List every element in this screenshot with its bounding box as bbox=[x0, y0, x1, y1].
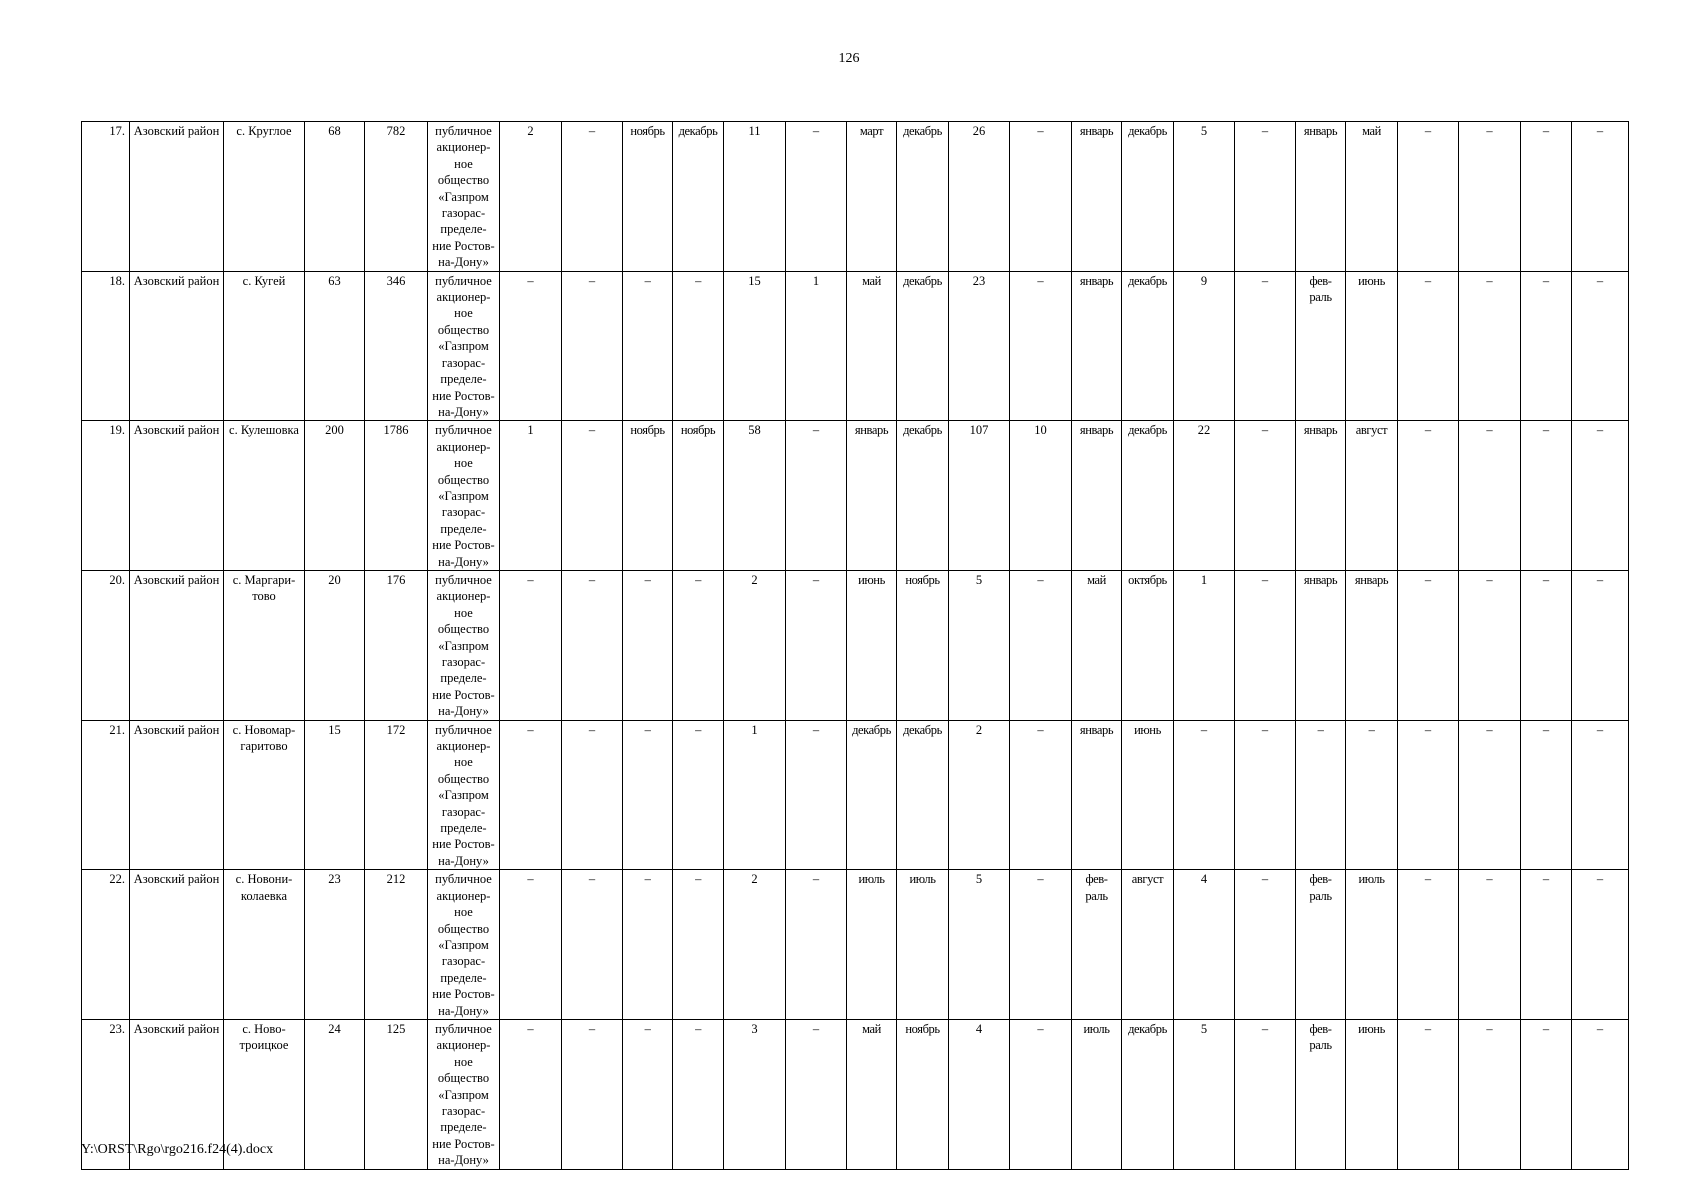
cell-c20: – bbox=[1235, 570, 1296, 720]
cell-district: Азовский район bbox=[130, 1019, 224, 1169]
cell-c10: – bbox=[673, 870, 724, 1020]
cell-c21: – bbox=[1296, 720, 1346, 870]
cell-c23: – bbox=[1398, 421, 1459, 571]
cell-c19: 5 bbox=[1174, 122, 1235, 272]
cell-c5: 125 bbox=[365, 1019, 428, 1169]
cell-c22: январь bbox=[1346, 570, 1398, 720]
cell-c26: – bbox=[1572, 1019, 1629, 1169]
cell-c9: – bbox=[623, 271, 673, 421]
cell-c22: август bbox=[1346, 421, 1398, 571]
cell-c13: май bbox=[847, 1019, 897, 1169]
cell-c19: 4 bbox=[1174, 870, 1235, 1020]
cell-c15: 26 bbox=[949, 122, 1010, 272]
cell-c20: – bbox=[1235, 421, 1296, 571]
cell-c21: фев- раль bbox=[1296, 271, 1346, 421]
cell-c8: – bbox=[562, 1019, 623, 1169]
cell-org: публичное акционер- ное общество «Газпром газорас- пределе- ние Ростов- на-Дону» bbox=[428, 570, 500, 720]
cell-c5: 212 bbox=[365, 870, 428, 1020]
cell-c4: 20 bbox=[305, 570, 365, 720]
cell-c13: январь bbox=[847, 421, 897, 571]
cell-c15: 5 bbox=[949, 870, 1010, 1020]
cell-c26: – bbox=[1572, 421, 1629, 571]
cell-c13: март bbox=[847, 122, 897, 272]
cell-district: Азовский район bbox=[130, 271, 224, 421]
cell-c4: 15 bbox=[305, 720, 365, 870]
cell-c11: 15 bbox=[724, 271, 786, 421]
cell-num: 17. bbox=[82, 122, 130, 272]
cell-c7: – bbox=[500, 870, 562, 1020]
cell-c10: – bbox=[673, 570, 724, 720]
cell-district: Азовский район bbox=[130, 421, 224, 571]
cell-c8: – bbox=[562, 122, 623, 272]
cell-org: публичное акционер- ное общество «Газпром газорас- пределе- ние Ростов- на-Дону» bbox=[428, 870, 500, 1020]
table-row bbox=[82, 421, 1629, 571]
cell-district: Азовский район bbox=[130, 570, 224, 720]
cell-c13: июнь bbox=[847, 570, 897, 720]
cell-c12: – bbox=[786, 570, 847, 720]
cell-c16: – bbox=[1010, 720, 1072, 870]
cell-c7: – bbox=[500, 720, 562, 870]
cell-c4: 23 bbox=[305, 870, 365, 1020]
cell-c17: январь bbox=[1072, 421, 1122, 571]
cell-c7: 1 bbox=[500, 421, 562, 571]
cell-c21: январь bbox=[1296, 122, 1346, 272]
cell-c7: – bbox=[500, 570, 562, 720]
cell-settlement: с. Кугей bbox=[224, 271, 305, 421]
cell-settlement: с. Круглое bbox=[224, 122, 305, 272]
cell-c10: – bbox=[673, 1019, 724, 1169]
cell-c18: декабрь bbox=[1122, 1019, 1174, 1169]
cell-c5: 1786 bbox=[365, 421, 428, 571]
cell-num: 23. bbox=[82, 1019, 130, 1169]
cell-c11: 2 bbox=[724, 870, 786, 1020]
cell-c17: фев- раль bbox=[1072, 870, 1122, 1020]
cell-c20: – bbox=[1235, 720, 1296, 870]
cell-c18: октябрь bbox=[1122, 570, 1174, 720]
cell-c24: – bbox=[1459, 122, 1521, 272]
cell-c15: 5 bbox=[949, 570, 1010, 720]
cell-district: Азовский район bbox=[130, 122, 224, 272]
cell-c16: – bbox=[1010, 570, 1072, 720]
cell-c25: – bbox=[1521, 271, 1572, 421]
cell-c14: декабрь bbox=[897, 271, 949, 421]
cell-c23: – bbox=[1398, 570, 1459, 720]
cell-c4: 63 bbox=[305, 271, 365, 421]
cell-c18: август bbox=[1122, 870, 1174, 1020]
cell-c15: 2 bbox=[949, 720, 1010, 870]
cell-c17: январь bbox=[1072, 122, 1122, 272]
cell-c22: – bbox=[1346, 720, 1398, 870]
cell-c9: – bbox=[623, 570, 673, 720]
cell-c14: ноябрь bbox=[897, 1019, 949, 1169]
cell-c7: 2 bbox=[500, 122, 562, 272]
cell-c12: – bbox=[786, 870, 847, 1020]
cell-org: публичное акционер- ное общество «Газпром газорас- пределе- ние Ростов- на-Дону» bbox=[428, 421, 500, 571]
cell-c14: декабрь bbox=[897, 122, 949, 272]
table-body bbox=[82, 122, 1629, 1170]
cell-c26: – bbox=[1572, 122, 1629, 272]
cell-c25: – bbox=[1521, 570, 1572, 720]
cell-c26: – bbox=[1572, 271, 1629, 421]
cell-c4: 24 bbox=[305, 1019, 365, 1169]
cell-c5: 172 bbox=[365, 720, 428, 870]
cell-c20: – bbox=[1235, 870, 1296, 1020]
cell-c16: – bbox=[1010, 870, 1072, 1020]
cell-num: 19. bbox=[82, 421, 130, 571]
cell-c26: – bbox=[1572, 720, 1629, 870]
cell-c12: – bbox=[786, 720, 847, 870]
cell-c5: 346 bbox=[365, 271, 428, 421]
cell-c12: – bbox=[786, 1019, 847, 1169]
cell-c8: – bbox=[562, 720, 623, 870]
cell-c11: 58 bbox=[724, 421, 786, 571]
cell-c25: – bbox=[1521, 720, 1572, 870]
cell-c8: – bbox=[562, 271, 623, 421]
cell-district: Азовский район bbox=[130, 720, 224, 870]
cell-c21: фев- раль bbox=[1296, 1019, 1346, 1169]
cell-num: 18. bbox=[82, 271, 130, 421]
cell-c18: декабрь bbox=[1122, 421, 1174, 571]
cell-c23: – bbox=[1398, 870, 1459, 1020]
cell-c8: – bbox=[562, 421, 623, 571]
cell-c11: 2 bbox=[724, 570, 786, 720]
cell-c15: 23 bbox=[949, 271, 1010, 421]
cell-c19: 22 bbox=[1174, 421, 1235, 571]
cell-c25: – bbox=[1521, 122, 1572, 272]
cell-c19: 5 bbox=[1174, 1019, 1235, 1169]
cell-c8: – bbox=[562, 570, 623, 720]
table-row bbox=[82, 870, 1629, 1020]
cell-org: публичное акционер- ное общество «Газпром газорас- пределе- ние Ростов- на-Дону» bbox=[428, 720, 500, 870]
cell-c24: – bbox=[1459, 1019, 1521, 1169]
cell-c8: – bbox=[562, 870, 623, 1020]
cell-org: публичное акционер- ное общество «Газпром газорас- пределе- ние Ростов- на-Дону» bbox=[428, 271, 500, 421]
cell-c22: май bbox=[1346, 122, 1398, 272]
cell-c23: – bbox=[1398, 720, 1459, 870]
cell-c15: 107 bbox=[949, 421, 1010, 571]
page-number: 126 bbox=[838, 51, 860, 66]
cell-settlement: с. Новомар- гаритово bbox=[224, 720, 305, 870]
cell-c12: 1 bbox=[786, 271, 847, 421]
cell-c14: декабрь bbox=[897, 421, 949, 571]
cell-c12: – bbox=[786, 122, 847, 272]
cell-c25: – bbox=[1521, 870, 1572, 1020]
cell-c23: – bbox=[1398, 1019, 1459, 1169]
cell-c22: июнь bbox=[1346, 271, 1398, 421]
cell-c14: июль bbox=[897, 870, 949, 1020]
cell-c7: – bbox=[500, 1019, 562, 1169]
cell-c9: ноябрь bbox=[623, 122, 673, 272]
cell-c21: январь bbox=[1296, 570, 1346, 720]
cell-c24: – bbox=[1459, 720, 1521, 870]
table-row bbox=[82, 1019, 1629, 1169]
cell-c18: декабрь bbox=[1122, 271, 1174, 421]
table-row bbox=[82, 720, 1629, 870]
cell-c16: – bbox=[1010, 271, 1072, 421]
cell-c24: – bbox=[1459, 421, 1521, 571]
cell-c12: – bbox=[786, 421, 847, 571]
cell-c14: ноябрь bbox=[897, 570, 949, 720]
cell-settlement: с. Ново- троицкое bbox=[224, 1019, 305, 1169]
cell-c17: июль bbox=[1072, 1019, 1122, 1169]
footer-file-path: Y:\ORST\Rgo\rgo216.f24(4).docx bbox=[81, 1142, 274, 1157]
cell-c21: январь bbox=[1296, 421, 1346, 571]
cell-settlement: с. Новони- колаевка bbox=[224, 870, 305, 1020]
cell-c11: 3 bbox=[724, 1019, 786, 1169]
cell-c23: – bbox=[1398, 271, 1459, 421]
cell-num: 21. bbox=[82, 720, 130, 870]
gasification-table bbox=[81, 121, 1629, 1170]
cell-c25: – bbox=[1521, 421, 1572, 571]
cell-c13: май bbox=[847, 271, 897, 421]
cell-c16: 10 bbox=[1010, 421, 1072, 571]
cell-settlement: с. Маргари- тово bbox=[224, 570, 305, 720]
cell-c13: декабрь bbox=[847, 720, 897, 870]
cell-c24: – bbox=[1459, 271, 1521, 421]
cell-c18: июнь bbox=[1122, 720, 1174, 870]
cell-num: 20. bbox=[82, 570, 130, 720]
cell-c4: 68 bbox=[305, 122, 365, 272]
cell-num: 22. bbox=[82, 870, 130, 1020]
cell-c10: – bbox=[673, 271, 724, 421]
cell-c16: – bbox=[1010, 122, 1072, 272]
cell-c20: – bbox=[1235, 271, 1296, 421]
cell-c17: январь bbox=[1072, 271, 1122, 421]
cell-c11: 11 bbox=[724, 122, 786, 272]
table-row bbox=[82, 271, 1629, 421]
cell-district: Азовский район bbox=[130, 870, 224, 1020]
cell-c5: 782 bbox=[365, 122, 428, 272]
cell-c11: 1 bbox=[724, 720, 786, 870]
cell-c9: ноябрь bbox=[623, 421, 673, 571]
cell-c5: 176 bbox=[365, 570, 428, 720]
cell-c10: ноябрь bbox=[673, 421, 724, 571]
cell-c14: декабрь bbox=[897, 720, 949, 870]
cell-c16: – bbox=[1010, 1019, 1072, 1169]
cell-org: публичное акционер- ное общество «Газпром газорас- пределе- ние Ростов- на-Дону» bbox=[428, 1019, 500, 1169]
cell-c13: июль bbox=[847, 870, 897, 1020]
cell-c22: июль bbox=[1346, 870, 1398, 1020]
cell-c9: – bbox=[623, 1019, 673, 1169]
cell-c9: – bbox=[623, 870, 673, 1020]
table-row bbox=[82, 122, 1629, 272]
cell-c17: май bbox=[1072, 570, 1122, 720]
cell-org: публичное акционер- ное общество «Газпром газорас- пределе- ние Ростов- на-Дону» bbox=[428, 122, 500, 272]
cell-c15: 4 bbox=[949, 1019, 1010, 1169]
cell-c10: – bbox=[673, 720, 724, 870]
cell-c22: июнь bbox=[1346, 1019, 1398, 1169]
cell-c4: 200 bbox=[305, 421, 365, 571]
cell-c10: декабрь bbox=[673, 122, 724, 272]
cell-c26: – bbox=[1572, 870, 1629, 1020]
cell-c25: – bbox=[1521, 1019, 1572, 1169]
cell-c18: декабрь bbox=[1122, 122, 1174, 272]
cell-c21: фев- раль bbox=[1296, 870, 1346, 1020]
cell-c17: январь bbox=[1072, 720, 1122, 870]
cell-c19: 1 bbox=[1174, 570, 1235, 720]
cell-c23: – bbox=[1398, 122, 1459, 272]
cell-c19: 9 bbox=[1174, 271, 1235, 421]
cell-c9: – bbox=[623, 720, 673, 870]
cell-settlement: с. Кулешовка bbox=[224, 421, 305, 571]
cell-c20: – bbox=[1235, 1019, 1296, 1169]
cell-c20: – bbox=[1235, 122, 1296, 272]
cell-c26: – bbox=[1572, 570, 1629, 720]
cell-c24: – bbox=[1459, 870, 1521, 1020]
cell-c7: – bbox=[500, 271, 562, 421]
table-row bbox=[82, 570, 1629, 720]
cell-c24: – bbox=[1459, 570, 1521, 720]
cell-c19: – bbox=[1174, 720, 1235, 870]
